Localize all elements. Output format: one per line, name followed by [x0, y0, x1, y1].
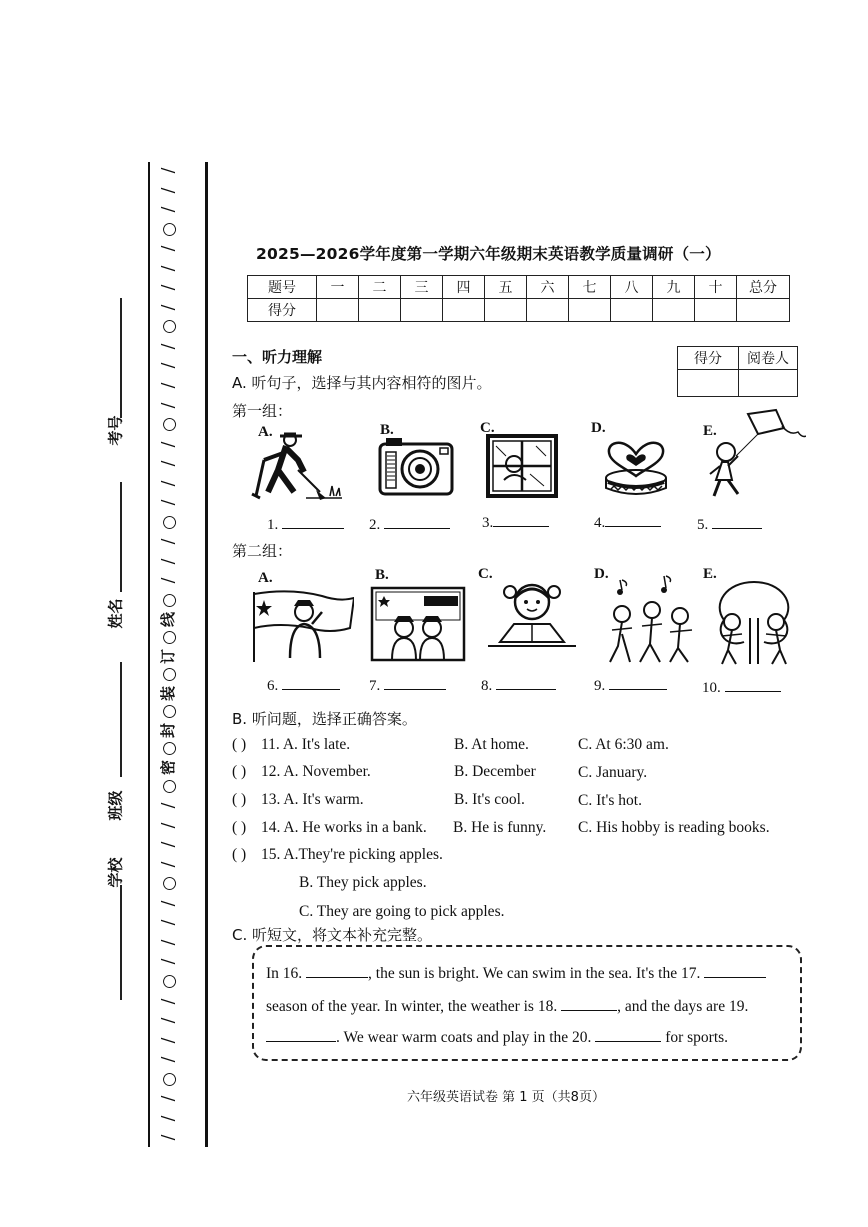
- pic-2c-letter: C.: [478, 566, 493, 582]
- answer-paren-14[interactable]: ( ): [232, 819, 247, 836]
- fold-slash-mark: /: [158, 861, 179, 868]
- fold-slash-mark: /: [158, 245, 179, 252]
- q12-c: C. January.: [578, 764, 648, 781]
- fold-slash-mark: /: [158, 822, 179, 828]
- q15-b: B. They pick apples.: [299, 874, 427, 891]
- blank-17[interactable]: [704, 963, 766, 978]
- q11-b: B. At home.: [454, 736, 529, 753]
- fold-slash-mark: /: [158, 919, 179, 926]
- fold-slash-mark: /: [158, 441, 179, 448]
- section-heading: 一、听力理解: [232, 348, 323, 366]
- fold-circle-mark: ○: [158, 593, 179, 608]
- part-c-instruction: C. 听短文，将文本补充完整。: [232, 926, 433, 944]
- soldier-flag-icon: [250, 588, 354, 662]
- blank-5[interactable]: 5.: [697, 514, 762, 534]
- pic-1c-letter: C.: [480, 420, 495, 436]
- blank-20[interactable]: [595, 1027, 661, 1042]
- fold-slash-mark: /: [158, 343, 179, 350]
- q15-a: 15. A.They're picking apples.: [261, 846, 443, 863]
- fold-circle-mark: ○: [158, 778, 179, 794]
- grader-name-cell[interactable]: [739, 370, 798, 397]
- score-cell[interactable]: [359, 299, 401, 322]
- score-cell[interactable]: [317, 299, 359, 322]
- class-underline: [120, 662, 122, 777]
- pic-2a-letter: A.: [258, 570, 273, 586]
- children-flag-icon: [370, 586, 466, 662]
- fold-circle-mark: ○: [158, 1071, 179, 1087]
- score-value-row: [248, 299, 790, 322]
- score-cell[interactable]: [653, 299, 695, 322]
- score-cell[interactable]: [443, 299, 485, 322]
- q12-b: B. December: [454, 763, 536, 780]
- fold-slash-mark: /: [158, 363, 179, 369]
- blank-6[interactable]: 6.: [267, 675, 340, 695]
- score-cell[interactable]: [527, 299, 569, 322]
- q15-c: C. They are going to pick apples.: [299, 903, 505, 920]
- fold-slash-mark: /: [158, 167, 179, 174]
- pic-1e-letter: E.: [703, 423, 717, 439]
- blank-4[interactable]: 4.: [594, 512, 661, 532]
- page-footer: 六年级英语试卷 第 1 页（共8页）: [407, 1090, 605, 1105]
- pic-2d-letter: D.: [594, 566, 609, 582]
- fold-slash-mark: /: [158, 578, 179, 584]
- score-col-3: 三: [401, 276, 443, 299]
- school-label: 学校: [106, 857, 125, 888]
- fold-slash-mark: /: [158, 959, 179, 965]
- seal-char: 订: [159, 648, 178, 664]
- name-underline: [120, 482, 122, 592]
- blank-9[interactable]: 9.: [594, 675, 667, 695]
- score-cell[interactable]: [569, 299, 611, 322]
- q12-a: 12. A. November.: [261, 763, 371, 780]
- fold-circle-mark: ○: [158, 741, 179, 757]
- fold-slash-mark: /: [158, 206, 179, 213]
- fold-slash-mark: /: [158, 187, 179, 193]
- blank-3[interactable]: 3.: [482, 512, 549, 532]
- score-col-9: 九: [653, 276, 695, 299]
- fold-slash-mark: /: [158, 558, 179, 565]
- answer-paren-11[interactable]: ( ): [232, 736, 247, 753]
- pic-1b-letter: B.: [380, 422, 394, 438]
- farmer-digging-icon: [246, 430, 346, 502]
- fold-slash-mark: /: [158, 802, 179, 809]
- kite-boy-icon: [702, 408, 806, 502]
- fold-slash-mark: /: [158, 480, 179, 487]
- q14-a: 14. A. He works in a bank.: [261, 819, 427, 836]
- fold-slash-mark: /: [158, 382, 179, 389]
- kids-tree-icon: [706, 578, 802, 666]
- blank-18[interactable]: [561, 996, 617, 1011]
- part-a-instruction: A. 听句子，选择与其内容相符的图片。: [232, 374, 492, 392]
- pic-2e-letter: E.: [703, 566, 717, 582]
- fold-circle-mark: ○: [158, 876, 179, 892]
- camera-icon: [378, 436, 454, 496]
- fold-circle-mark: ○: [158, 417, 179, 433]
- grader-name-label: 阅卷人: [739, 347, 798, 370]
- score-row-label-score: 得分: [248, 299, 317, 322]
- name-label: 姓名: [106, 598, 125, 629]
- grader-score-cell[interactable]: [678, 370, 739, 397]
- answer-paren-12[interactable]: ( ): [232, 763, 247, 780]
- passage-line-1: In 16. , the sun is bright. We can swim in the sea. It's the 17.: [266, 963, 766, 983]
- fold-slash-mark: /: [158, 1095, 179, 1102]
- seal-char: 密: [159, 759, 178, 775]
- girl-reading-icon: [484, 574, 580, 650]
- heart-cake-icon: [600, 432, 672, 498]
- score-cell[interactable]: [485, 299, 527, 322]
- fold-slash-mark: /: [158, 1115, 179, 1122]
- grader-score-label: 得分: [678, 347, 739, 370]
- blank-10[interactable]: 10.: [702, 677, 781, 697]
- score-col-4: 四: [443, 276, 485, 299]
- q13-b: B. It's cool.: [454, 791, 525, 808]
- seal-char: 线: [159, 611, 178, 627]
- binding-fold-marks: [154, 162, 184, 1147]
- fold-slash-mark: /: [158, 539, 179, 545]
- exam-number-underline: [120, 298, 122, 418]
- score-col-8: 八: [611, 276, 653, 299]
- q14-c: C. His hobby is reading books.: [578, 819, 770, 836]
- group2-label: 第二组：: [232, 542, 293, 560]
- fold-slash-mark: /: [158, 499, 179, 506]
- score-cell[interactable]: [737, 299, 790, 322]
- answer-paren-15[interactable]: ( ): [232, 846, 247, 863]
- passage-line-3: . We wear warm coats and play in the 20. for sports.: [266, 1027, 728, 1047]
- binding-line-left: [148, 162, 150, 1147]
- score-header-row: [248, 276, 790, 299]
- fold-slash-mark: /: [158, 284, 179, 291]
- score-col-1: 一: [317, 276, 359, 299]
- q11-c: C. At 6:30 am.: [578, 736, 669, 753]
- window-boy-icon: [486, 434, 558, 498]
- blank-2[interactable]: 2.: [369, 514, 450, 534]
- score-cell[interactable]: [695, 299, 737, 322]
- blank-7[interactable]: 7.: [369, 675, 446, 695]
- grader-box: [677, 346, 798, 397]
- q13-a: 13. A. It's warm.: [261, 791, 364, 808]
- score-row-label-number: 题号: [248, 276, 317, 299]
- fold-circle-mark: ○: [158, 319, 179, 335]
- blank-16[interactable]: [306, 963, 368, 978]
- fold-slash-mark: /: [158, 1017, 179, 1024]
- part-b-instruction: B. 听问题，选择正确答案。: [232, 710, 417, 728]
- fold-circle-mark: ○: [158, 704, 179, 720]
- exam-number-label: 考号: [106, 415, 125, 446]
- pic-2b-letter: B.: [375, 567, 389, 583]
- kids-music-icon: [600, 574, 700, 666]
- fold-circle-mark: ○: [158, 514, 179, 530]
- score-col-5: 五: [485, 276, 527, 299]
- pic-1d-letter: D.: [591, 420, 606, 436]
- fold-slash-mark: /: [158, 998, 179, 1004]
- fold-slash-mark: /: [158, 460, 179, 467]
- fold-slash-mark: /: [158, 939, 179, 946]
- group1-label: 第一组：: [232, 402, 293, 420]
- seal-char: 装: [159, 685, 178, 701]
- q14-b: B. He is funny.: [453, 819, 547, 836]
- fold-slash-mark: /: [158, 402, 179, 408]
- score-col-7: 七: [569, 276, 611, 299]
- binding-line-right: [205, 162, 208, 1147]
- fold-slash-mark: /: [158, 1056, 179, 1063]
- fold-slash-mark: /: [158, 1134, 179, 1141]
- blank-1[interactable]: 1.: [267, 514, 344, 534]
- blank-19[interactable]: [266, 1027, 336, 1042]
- fold-circle-mark: ○: [158, 667, 179, 683]
- q13-c: C. It's hot.: [578, 792, 642, 809]
- school-underline: [120, 885, 122, 1000]
- pic-1a-letter: A.: [258, 424, 273, 440]
- fold-slash-mark: /: [158, 841, 179, 848]
- q11-a: 11. A. It's late.: [261, 736, 351, 753]
- fold-slash-mark: /: [158, 900, 179, 907]
- fold-slash-mark: /: [158, 265, 179, 272]
- seal-char: 封: [159, 722, 178, 738]
- blank-8[interactable]: 8.: [481, 675, 556, 695]
- score-col-total: 总分: [737, 276, 790, 299]
- fold-slash-mark: /: [158, 304, 179, 311]
- score-col-10: 十: [695, 276, 737, 299]
- fold-circle-mark: ○: [158, 630, 179, 646]
- class-label: 班级: [106, 790, 125, 821]
- score-col-6: 六: [527, 276, 569, 299]
- exam-title: 2025—2026学年度第一学期六年级期末英语教学质量调研（一）: [256, 245, 721, 263]
- fold-circle-mark: ○: [158, 974, 179, 989]
- score-col-2: 二: [359, 276, 401, 299]
- fold-slash-mark: /: [158, 1037, 179, 1043]
- score-cell[interactable]: [611, 299, 653, 322]
- answer-paren-13[interactable]: ( ): [232, 791, 247, 808]
- score-table: [247, 275, 790, 322]
- score-cell[interactable]: [401, 299, 443, 322]
- passage-line-2: season of the year. In winter, the weather is 18. , and the days are 19.: [266, 998, 749, 1015]
- fold-circle-mark: ○: [158, 221, 179, 237]
